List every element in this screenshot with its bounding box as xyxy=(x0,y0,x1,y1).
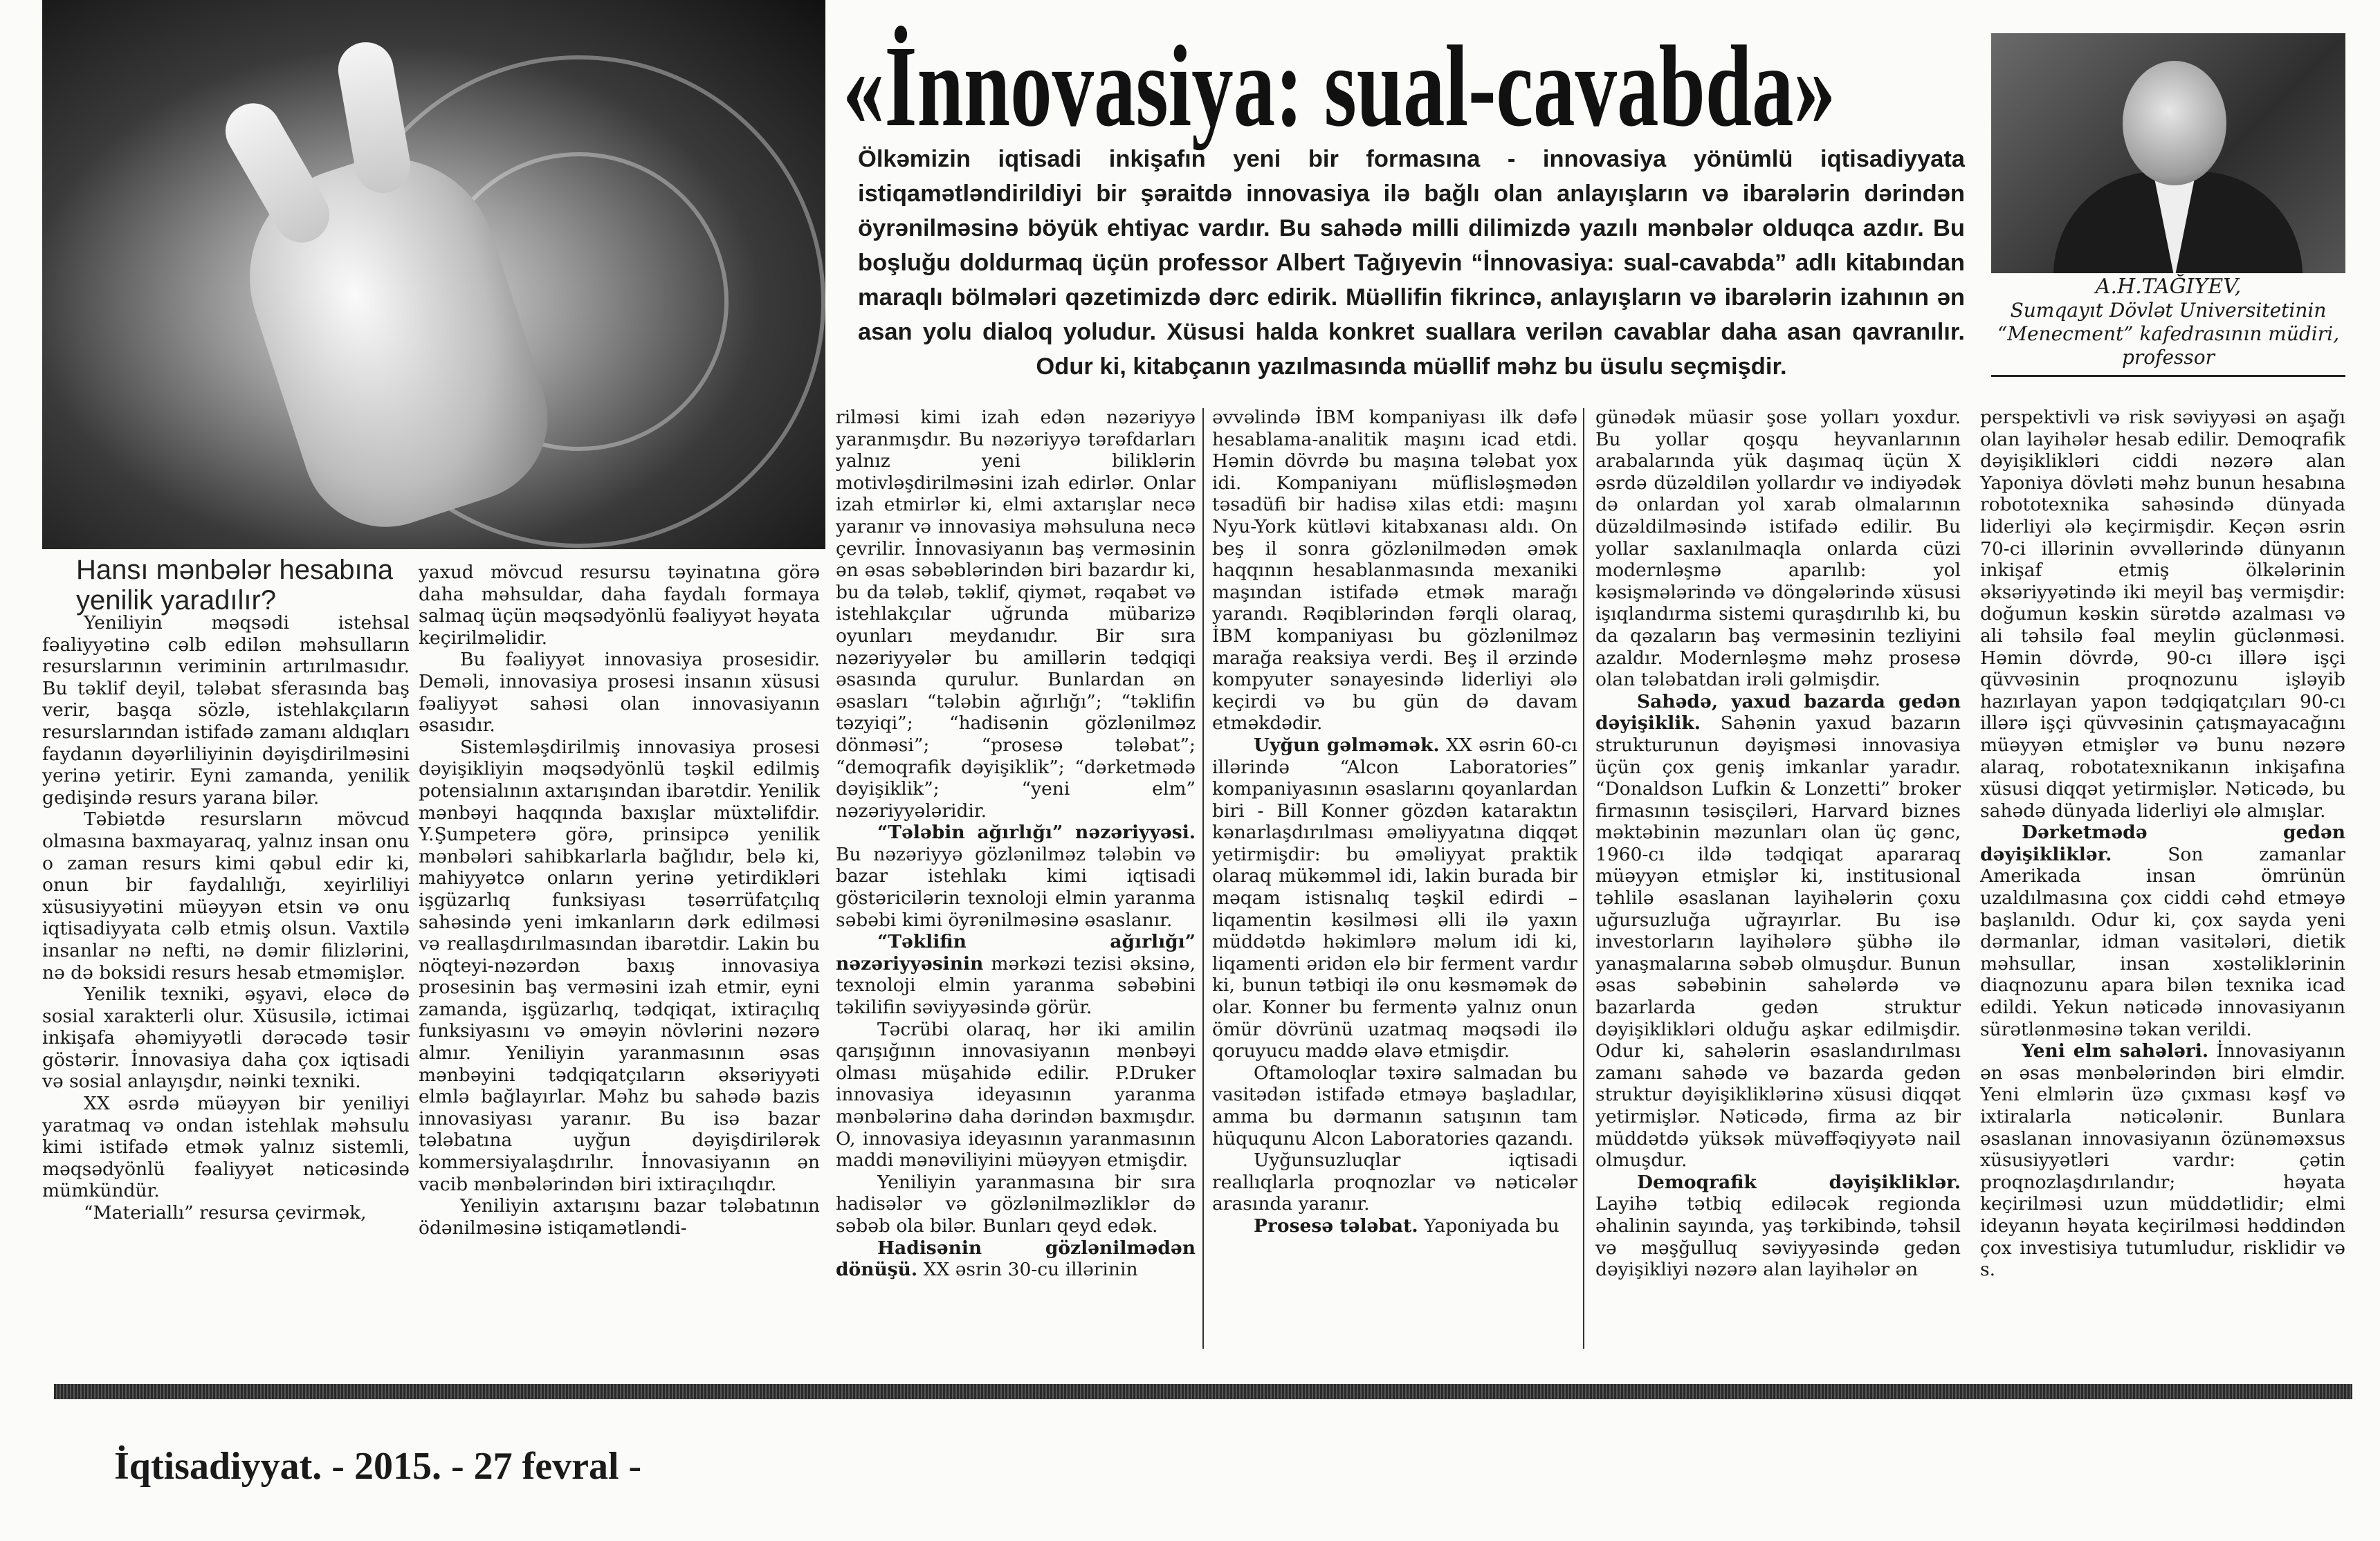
paragraph xyxy=(836,407,1196,822)
paragraph-text: Bu nəzəriyyə gözlənilməz tələbin və bazar istehlakı kimi iqtisadi göstəricilərin texnoloji elmin yaranma səbəbi kimi öyrənilməsinə əsaslanır. xyxy=(836,843,1196,931)
paragraph-lead: “Təklifin ağırlığı” nəzəriyyəsinin xyxy=(836,931,1196,975)
author-position: Sumqayıt Dövlət Universitetinin xyxy=(2010,299,2327,322)
column-divider xyxy=(1202,408,1204,1349)
paragraph xyxy=(1980,1040,2345,1281)
paragraph-text: Yeniliyin məqsədi istehsal fəaliyyətinə cəlb edilən məhsulların resurslarının veriminin artırılmasıdır. Bu təklif deyil, tələbat sferasında baş verir, başqa sözlə, istehlakçıların resurslarından istifadə zamanı aldıqları faydanın dəyərliliyinin dəyişdirilməsini yerinə yetirir. Eyni zamanda, yenilik gedişində resurs yarana bilər. xyxy=(42,612,410,809)
paragraph xyxy=(1595,407,1961,691)
paragraph-lead: Uyğun gəlməmək. xyxy=(1254,734,1440,756)
article-title: «İnnovasiya: sual-cavabda» xyxy=(843,22,1836,151)
paragraph-lead: Sahədə, yaxud bazarda gedən dəyişiklik. xyxy=(1595,690,1961,735)
paragraph-text: Sistemləşdirilmiş innovasiya prosesi dəyişikliyin məqsədyönlü təşkil edilmiş potensialının axtarışından ibarətdir. Yenilik mənbəyi haqqında baxışlar müxtəlifdir. Y.Şumpeterə görə, prinsipcə yenilik mənbələri sahibkarlarla bağlıdır, belə ki, mahiyyətcə onların yerinə yetirdikləri işgüzarlıq funksiyası təsərrüfatçılıq sahəsində yeni imkanların dərk edilməsi və reallaşdırılmasından ibarətdir. Lakin bu nöqteyi-nəzərdən baxış innovasiya prosesinin baş verməsini izah etmir, eyni zamanda, işgüzarlıq, tədqiqat, ixtiraçılıq funksiyasını və əməyin növlərini nəzərə almır. Yeniliyin yaranmasının əsas mənbəyini tədqiqatçıların əksəriyyəti elmlə bağlayırlar. Məhz bu sahədə bazis innovasiyası yaranır. Bu isə bazar tələbatına uyğun dəyişdirilərək kommersiyalaşdırılır. İnnovasiyanın ən vacib mənbələrindən biri ixtiraçılıqdır. xyxy=(419,736,820,1195)
section-heading: Hansı mənbələr hesabına yenilik yaradılır? xyxy=(76,555,394,616)
article-column-4 xyxy=(1212,407,1577,1237)
article-lead: Ölkəmizin iqtisadi inkişafın yeni bir formasına - innovasiya yönümlü iqtisadiyyata istiqamətləndirildiyi bir şəraitdə innovasiya ilə bağlı olan anlayışların və ibarələrin dərindən öyrənilməsinə böyük ehtiyac vardır. Bu sahədə milli dilimizdə yazılı mənbələr olduqca azdır. Bu boşluğu doldurmaq üçün professor Albert Tağıyevin “İnnovasiya: sual-cavabda” adlı kitabından maraqlı bölmələri qəzetimizdə dərc edirik. Müəllifin fikrincə, anlayışların və ibarələrin izahının ən asan yolu dialoq yoludur. Xüsusi halda konkret suallara verilən cavablar daha asan qavranılır. Odur ki, kitabçanın yazılmasında müəllif məhz bu üsulu seçmişdir. xyxy=(858,146,1965,380)
paragraph-lead: Yeni elm sahələri. xyxy=(2022,1040,2209,1062)
paragraph-text: Uyğunsuzluqlar iqtisadi reallıqlarla proqnozlar və nəticələr arasında yaranır. xyxy=(1212,1150,1577,1215)
paragraph xyxy=(836,931,1196,1018)
paragraph-text: Son zamanlar Amerikada insan ömrünün uzaldılmasına çox ciddi cəhd etməyə başlanıldı. Odur ki, çox sayda yeni dərmanlar, idman vasitələri, dietik məhsullar, insan xəstəliklərinin diaqnozunu apara bilən texnika icad edildi. Yekun nəticədə innovasiyanın sürətlənməsinə təkan verildi. xyxy=(1980,843,2345,1040)
paragraph xyxy=(42,612,410,809)
paragraph xyxy=(1212,1215,1577,1237)
author-name: A.H.TAĞIYEV, xyxy=(2095,275,2242,299)
paragraph xyxy=(419,649,820,736)
paragraph xyxy=(1212,1062,1577,1150)
article-column-2 xyxy=(419,562,820,1239)
paragraph-lead: Hadisənin gözlənilmədən dönüşü. xyxy=(836,1237,1196,1281)
paragraph-text: Təbiətdə resursların mövcud olmasına baxmayaraq, yalnız insan onu o zaman resurs kimi qəbul edir ki, onun bir faydalılığı, xeyirliliyi xüsusiyyətini müəyyən etsin və onu iqtisadiyyata cəlb etmiş olsun. Vaxtilə insanlar nə nefti, nə dəmir filizlərini, nə də boksidi resurs hesab etməmişlər. xyxy=(42,809,410,984)
page-divider-bar xyxy=(54,1384,2352,1399)
article-column-1 xyxy=(42,612,410,1224)
paragraph-text: XX əsrin 30-cu illərinin xyxy=(917,1259,1138,1281)
paragraph-text: Təcrübi olaraq, hər iki amilin qarışığının innovasiyanın mənbəyi olması müşahidə edilir. P.Druker innovasiya ideyasının yaranma mənbələrinə daha dərindən baxmışdır. O, innovasiya ideyasının yaranmasının maddi mənəviliyini müəyyən etmişdir. xyxy=(836,1018,1196,1172)
paragraph xyxy=(1212,735,1577,1062)
paragraph-text: XX əsrdə müəyyən bir yeniliyi yaratmaq və ondan istehlak məhsulu kimi istifadə etmək yalnız sistemli, məqsədyönlü fəaliyyət nəticəsində mümkündür. xyxy=(42,1093,410,1202)
paragraph xyxy=(419,1195,820,1239)
page-footer: İqtisadiyyat. - 2015. - 27 fevral - xyxy=(114,1445,642,1488)
paragraph-lead: Dərketmədə gedən dəyişikliklər. xyxy=(1980,822,2345,865)
article-column-6 xyxy=(1980,407,2345,1281)
paragraph-text: mərkəzi tezisi əksinə, texnoloji elmin yaranma səbəbini təkilifin səviyyəsində görür. xyxy=(836,952,1196,1019)
paragraph-text: Yaponiyada bu xyxy=(1418,1215,1559,1237)
paragraph-lead: “Tələbin ağırlığı” nəzəriyyəsi. xyxy=(877,822,1196,844)
paragraph-text: Sahənin yaxud bazarın strukturunun dəyişməsi innovasiya üçün çox geniş imkanlar yaradır. “Donaldson Lufkin & Lonzetti” broker firmasının təsisçiləri, Harvard biznes məktəbinin məzunları olan üç gənc, 1960-cı ildə tədqiqat apararaq müəyyən etmişlər ki, institusional təhlilə əsaslanan layihələrin çoxu uğursuzluğa uğrayırlar. Bu isə investorların layihələrə şübhə ilə yanaşmalarına səbəb olmuşdur. Bunun əsas səbəbinin sahələrdə və bazarlarda gedən struktur dəyişiklikləri olduğu aşkar edilmişdir. Odur ki, sahələrin əsaslandırılması zamanı sahədə və bazarda gedən struktur dəyişikliklərinə xüsusi diqqət yetirmişlər. Nəticədə, firma az bir müddətdə yüksək müvəffəqiyyətə nail olmuşdur. xyxy=(1595,712,1961,1172)
column-divider xyxy=(1583,408,1584,1349)
paragraph-lead: Prosesə tələbat. xyxy=(1254,1215,1418,1237)
author-position: “Menecment” kafedrasının müdiri, xyxy=(1997,322,2339,345)
paragraph-text: yaxud mövcud resursu təyinatına görə daha məhsuldar, daha faydalı formaya salmaq üçün məqsədyönlü fəaliyyət həyata keçirilməlidir. xyxy=(419,562,820,649)
paragraph xyxy=(836,1019,1196,1172)
paragraph-text: İnnovasiyanın ən əsas mənbələrindən biri elmdir. Yeni elmlərin üzə çıxması kəşf və ixtiralarla nəticələnir. Bunlara əsaslanan innovasiyanın özünəməxsus xüsusiyyətləri vardır: çətin proqnozlaşdırılandır; həyata keçirilməsi uzun müddətlidir; elmi ideyanın həyata keçirilməsi həddindən çox investisiya tutumludur, risklidir və s. xyxy=(1980,1040,2345,1281)
author-portrait xyxy=(1991,33,2345,273)
author-position: professor xyxy=(2121,346,2215,369)
paragraph-text: Yenilik texniki, əşyavi, eləcə də sosial xarakterli olur. Xüsusilə, ictimai inkişafa əhəmiyyətli dərəcədə təsir göstərir. İnnovasiya daha çox iqtisadi və sosial anlayışdır, nəinki texniki. xyxy=(42,984,410,1093)
paragraph xyxy=(836,1172,1196,1237)
paragraph-text: Yeniliyin yaranmasına bir sıra hadisələr və gözlənilməzliklər də səbəb ola bilər. Bunları qeyd edək. xyxy=(836,1171,1196,1237)
paragraph xyxy=(419,562,820,649)
paragraph-text: Layihə tətbiq ediləcək regionda əhalinin sayında, yaş tərkibində, təhsil və məşğulluq səviyyəsində gedən dəyişikliyi nəzərə alan layihələr ən xyxy=(1595,1193,1961,1281)
paragraph xyxy=(1980,822,2345,1040)
paragraph xyxy=(1212,1150,1577,1215)
paragraph xyxy=(1595,691,1961,1172)
article-illustration-photo xyxy=(42,0,825,549)
paragraph xyxy=(42,809,410,984)
paragraph-text: Yeniliyin axtarışını bazar tələbatının ödənilməsinə istiqamətləndi- xyxy=(419,1195,820,1239)
paragraph xyxy=(42,1093,410,1202)
article-column-3 xyxy=(836,407,1196,1281)
paragraph-text: əvvəlində İBM kompaniyası ilk dəfə hesablama-analitik maşını icad etdi. Həmin dövrdə bu maşına tələbat yox idi. Kompaniyanı müflisləşmədən təsadüfi bir hadisə xilas etdi: maşını Nyu-York kütləvi kitabxanası aldı. On beş il sonra gözlənilmədən əmək haqqının hesablanmasında mexaniki maşından istifadə etmək marağı yarandı. Rəqiblərindən fərqli olaraq, İBM kompaniyası bu gözlənilməz marağa reaksiya verdi. Beş il ərzində kompyuter sənayesində liderliyi ələ keçirdi və bu gün də davam etməkdədir. xyxy=(1212,407,1577,735)
article-column-5 xyxy=(1595,407,1961,1281)
paragraph xyxy=(42,984,410,1093)
paragraph-text: XX əsrin 60-cı illərində “Alcon Laboratories” kompaniyasının əsaslarını qoyanlardan biri - Bill Konner gözdən kataraktın kənarlaşdırılması əməliyyatına diqqət yetirmişdir: bu əməliyyat praktik olaraq mükəmməl idi, lakin burada bir məqam istisnalıq təşkil edirdi – liqamentin kəsilməsi əlli ilə yaxın müddətdə həkimlərə məlum idi ki, liqamenti əridən elə bir ferment vardır ki, bunun tətbiqi ilə onu kəsməmək də olar. Konner bu fermentə yalnız onun ömür dövrünü uzatmaq məqsədi ilə qoruyucu maddə əlavə etmişdir. xyxy=(1212,734,1577,1062)
paragraph-text: “Materiallı” resursa çevirmək, xyxy=(84,1202,367,1224)
paragraph-text: perspektivli və risk səviyyəsi ən aşağı olan layihələr hesab edilir. Demoqrafik dəyişiklikləri ciddi nəzərə alan Yaponiya dövləti məhz bunun hesabına robototexnika sahəsində dünyada liderliyi ələ keçirmişdir. Keçən əsrin 70-ci illərinin əvvəllərində dünyanın inkişaf etmiş ölkələrinin əksəriyyətində iki meyil baş vermişdir: doğumun kəskin sürətdə azalması və ali təhsilə fəal meylin güclənməsi. Həmin dövrdə, 90-cı illərə işçi qüvvəsinin proqnozunu işləyib hazırlayan yapon tədqiqatçıları 90-cı illərə işçi qüvvəsinin çatışmayacağını müəyyən etmişlər və bunu nəzərə alaraq, robotatexnikanın inkişafına xüsusi diqqət yetirmişlər. Nəticədə, bu sahədə dünyada liderliyi ələ almışlar. xyxy=(1980,407,2345,822)
author-caption xyxy=(1991,275,2345,377)
paragraph xyxy=(836,1237,1196,1281)
paragraph xyxy=(1595,1172,1961,1281)
paragraph xyxy=(42,1202,410,1224)
paragraph-text: Bu fəaliyyət innovasiya prosesidir. Deməli, innovasiya prosesi insanın xüsusi fəaliyyət sahəsi olan innovasiyanın əsasıdır. xyxy=(419,649,820,737)
paragraph xyxy=(836,822,1196,931)
paragraph-lead: Demoqrafik dəyişikliklər. xyxy=(1637,1171,1961,1193)
paragraph xyxy=(1212,407,1577,735)
paragraph-text: günədək müasir şose yolları yoxdur. Bu yollar qoşqu heyvanlarının arabalarında yük daşımaq üçün X əsrdə düzəldilən yollardır və indiyədək də onlardan yol xarab olmalarının düzəldilməsində istifadə edilir. Bu yollar saxlanılmaqla onlarda cüzi modernləşmə aparılıb: yol kəsişmələrində və döngələrində xüsusi işıqlandırma sistemi quraşdırılıb ki, bu da qəzaların baş verməsinin tezliyini azaldır. Modernləşmə məhz prosesə olan tələbatdan irəli gəlmişdir. xyxy=(1595,407,1961,691)
paragraph xyxy=(419,737,820,1195)
paragraph-text: Oftamoloqlar təxirə salmadan bu vasitədən istifadə etməyə başladılar, amma bu dərmanın satışının tam hüququnu Alcon Laboratories qazandı. xyxy=(1212,1062,1577,1150)
paragraph-text: rilməsi kimi izah edən nəzəriyyə yaranmışdır. Bu nəzəriyyə tərəfdarları yalnız yeni biliklərin motivləşdirilməsini izah edirlər. Onlar izah etmirlər ki, elmi axtarışlar necə yaranır və innovasiya məhsuluna necə çevrilir. İnnovasiyanın baş verməsinin ən əsas səbəblərindən biri bazardır ki, bu da tələb, təklif, qiymət, rəqabət və istehlakçılar uğrunda mübarizə oyunları meydanıdır. Bir sıra nəzəriyyələr bu amillərin tədqiqi əsasında qurulur. Bunlardan ən əsasları “tələbin ağırlığı”; “təklifin təzyiqi”; “hadisənin gözlənilməz dönməsi”; “prosesə tələbat”; “demoqrafik dəyişiklik”; “dərketmədə dəyişiklik”; “yeni elm” nəzəriyyələridir. xyxy=(836,407,1196,822)
paragraph xyxy=(1980,407,2345,822)
